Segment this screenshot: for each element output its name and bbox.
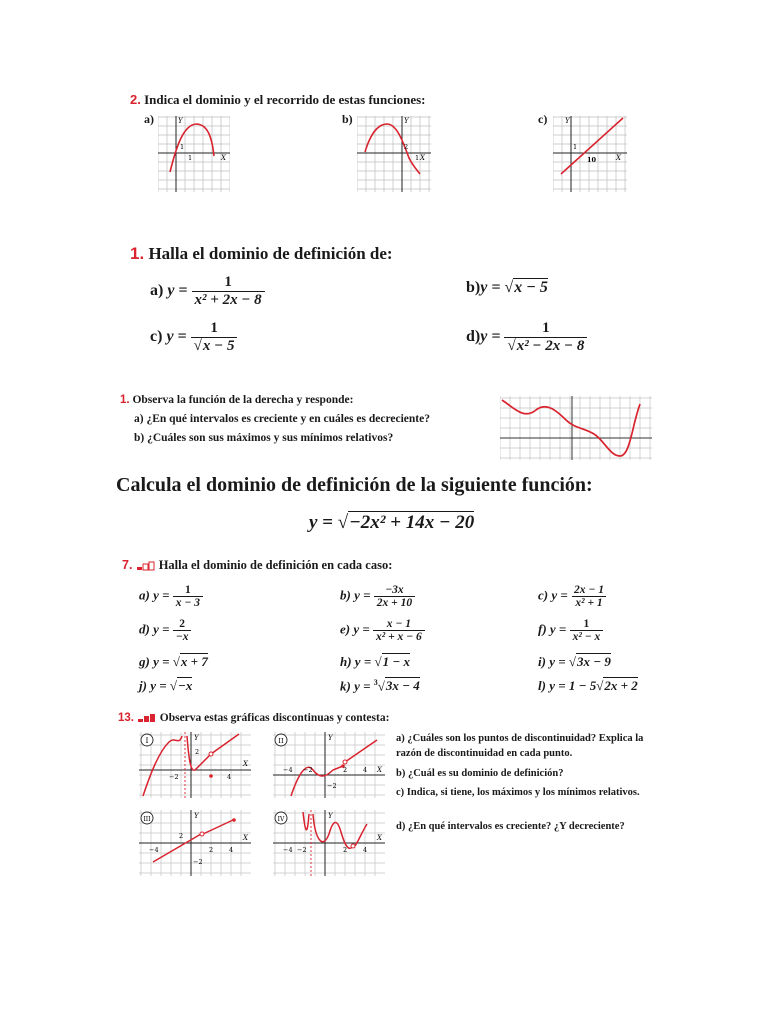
ex13-graph-2 [273,732,385,798]
svg-text:−2: −2 [327,782,337,790]
ex13-graph-4 [273,810,385,876]
ex13-title: Observa estas gráficas discontinuas y contesta: [159,712,390,724]
ex2-c-label: c) [538,112,548,126]
ex2-number: 2. [130,92,141,107]
difficulty-icon [137,713,157,723]
ex2-title: Indica el dominio y el recorrido de estas funciones: [144,92,426,107]
obs1-question-b: b) ¿Cuáles son sus máximos y sus mínimos relativos? [134,432,394,444]
ex13-graph-1-label: I [145,736,149,745]
svg-text:2: 2 [179,832,184,840]
svg-text:Y: Y [194,812,199,820]
obs1-heading [120,394,353,406]
obs1-title: Observa la función de la derecha y responde: [132,394,354,406]
ex13-question-b: b) ¿Cuál es su dominio de definición? [396,768,564,779]
ex7-title: Halla el dominio de definición en cada caso: [158,558,393,572]
ex2-a-y: Y [178,117,183,125]
dom1-heading [130,244,393,264]
ex7-heading [122,558,392,573]
ex7-f: f) y = $\frac{1}{\text{x² − x}}$ [538,618,603,643]
obs1-number: 1. [120,394,130,406]
svg-text:Y: Y [194,734,199,742]
ex2-a-label: a) [144,112,154,126]
ex7-c: c) y = $\frac{2x - 1}{\text{x² + 1}}$ [538,584,604,609]
svg-text:2: 2 [343,766,348,774]
ex7-a: a) y = $\frac{1}{x - 3}$ [139,584,203,609]
svg-text:Y: Y [328,812,333,820]
calc-title: Calcula el dominio de definición de la siguiente función: [116,474,593,496]
ex2-c-tick1: 1 [573,143,578,151]
ex2-heading [130,92,426,108]
svg-text:X: X [243,834,248,842]
ex2-b-y: Y [404,117,409,125]
ex2-a-tick1: 1 [180,143,185,151]
dom1-number: 1. [130,244,145,263]
svg-text:2: 2 [195,748,200,756]
svg-text:−4: −4 [149,846,159,854]
ex13-question-c: c) Indica, si tiene, los máximos y los mínimos relativos. [396,787,640,798]
ex7-l: l) y = 1 − 5√2x + 2 [538,678,638,693]
ex2-b-tick1: 2 [404,143,409,151]
dom1-d: d)y = $\frac{1}{\text{√x² − 2x − 8}}$ [466,320,587,355]
dom1-title: Halla el dominio de definición de: [148,244,393,263]
ex2-c-x: X [616,154,621,162]
ex7-e: e) y = $\frac{x - 1}{\text{x² + x − 6}}$ [340,618,425,643]
svg-text:4: 4 [363,766,368,774]
ex2-a-tick2: 1 [188,154,193,162]
ex2-b-label: b) [342,112,353,126]
ex13-graph-3 [139,810,251,876]
ex13-graph-2-label: II [278,737,284,745]
ex2-graph-b [357,116,431,192]
svg-text:−4: −4 [283,846,293,854]
ex2-graph-c [553,116,627,192]
dom1-b: b)y = √x − 5 [466,279,548,296]
ex2-c-y: Y [565,117,570,125]
obs1-question-a: a) ¿En qué intervalos es creciente y en cuáles es decreciente? [134,413,430,425]
dom1-c: c) y = $\frac{1}{√x - 5}$ [150,320,237,355]
dom1-a: a) y = $\frac{1}{\text{x² + 2x − 8}}$ [150,274,265,309]
svg-text:X: X [377,766,382,774]
svg-text:−2: −2 [169,773,179,781]
svg-text:−4: −4 [283,766,293,774]
svg-text:−2: −2 [193,858,203,866]
svg-text:−2: −2 [303,766,313,774]
ex7-k: k) y = $^3$√3x − 4 [340,678,420,694]
svg-text:Y: Y [328,734,333,742]
svg-text:X: X [377,834,382,842]
ex7-g: g) y = √x + 7 [139,654,208,669]
ex7-d: d) y = $\frac{2}{-x}$ [139,618,191,643]
calc-formula: y = √−2x² + 14x − 20 [309,512,475,533]
ex7-i: i) y = √3x − 9 [538,654,611,669]
svg-text:X: X [243,760,248,768]
ex13-number: 13. [118,712,134,724]
obs1-graph [500,396,652,460]
ex2-b-x: X [420,154,425,162]
svg-text:4: 4 [229,846,234,854]
difficulty-icon [136,561,156,571]
ex7-b: b) y = $\frac{-3x}{2x + 10}$ [340,584,415,609]
ex2-c-tick2: 10 [587,156,597,164]
svg-text:−2: −2 [297,846,307,854]
svg-text:4: 4 [363,846,368,854]
svg-text:2: 2 [209,846,214,854]
ex13-heading [118,712,389,724]
ex13-graph-1 [139,732,251,798]
ex7-number: 7. [122,558,133,572]
ex13-graph-4-label: IV [277,816,285,823]
ex2-b-tick2: 1 [415,154,420,162]
svg-text:4: 4 [227,773,232,781]
ex13-question-a: a) ¿Cuáles son los puntos de discontinuidad? Explica la razón de discontinuidad en cada punto. [396,733,644,759]
ex13-question-d: d) ¿En qué intervalos es creciente? ¿Y decreciente? [396,821,625,832]
ex7-j: j) y = √−x [139,678,193,693]
svg-text:2: 2 [343,846,348,854]
ex7-h: h) y = √1 − x [340,654,411,669]
ex13-graph-3-label: III [143,816,151,823]
ex2-a-x: X [221,154,226,162]
ex2-graph-a [158,116,230,192]
